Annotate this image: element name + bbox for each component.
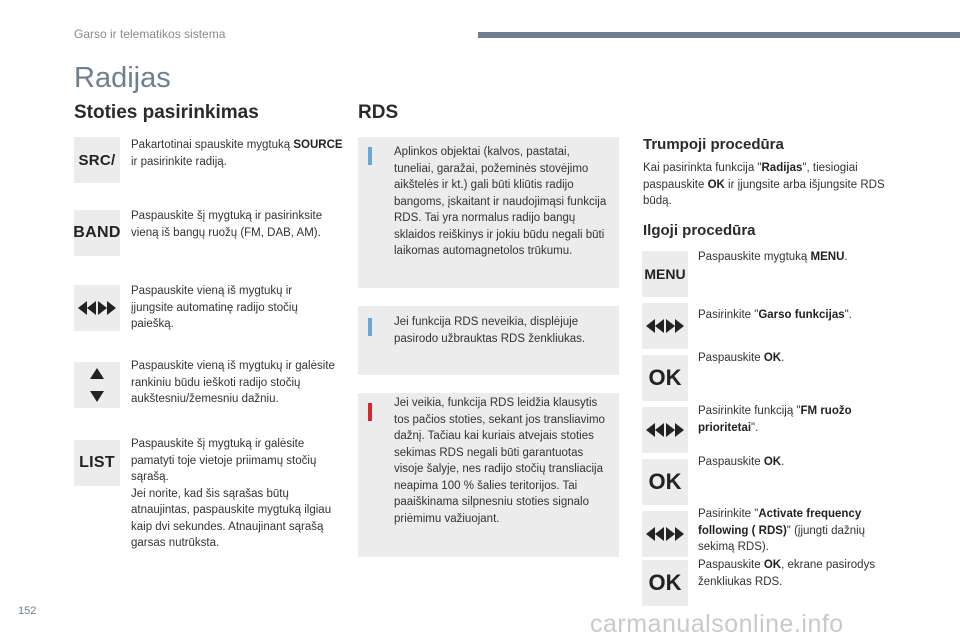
section-heading-station: Stoties pasirinkimas (74, 102, 259, 123)
seek-buttons-icon (74, 285, 120, 331)
step-3-text: Paspauskite OK. (698, 352, 785, 364)
menu-button-icon: MENU (642, 251, 688, 297)
page-number: 152 (18, 605, 37, 617)
step-7-text: Paspauskite OK, ekrane pasirodys ženkliukas RDS. (698, 559, 876, 588)
step-6-text: Pasirinkite "Activate frequency following ( RDS)" (įjungti dažnių sekimą RDS). (698, 508, 866, 553)
ok-button-icon: OK (642, 560, 688, 606)
ok-button-icon: OK (642, 355, 688, 401)
manual-search-instruction: Paspauskite vieną iš mygtukų ir galėsite rankiniu būdu ieškoti radijo stočių aukštesniu/žemesniu dažniu. (131, 360, 335, 405)
page-title: Radijas (74, 62, 171, 94)
short-procedure-heading: Trumpoji procedūra (643, 136, 784, 153)
running-header: Garso ir telematikos sistema (74, 27, 226, 41)
long-procedure-heading: Ilgoji procedūra (643, 222, 756, 239)
step-2-text: Pasirinkite "Garso funkcijas". (698, 309, 852, 321)
step-4-text: Pasirinkite funkciją "FM ruožo prioritetai". (698, 405, 852, 434)
step-5-text: Paspauskite OK. (698, 456, 785, 468)
info-note-obstacles: Aplinkos objektai (kalvos, pastatai, tuneliai, garažai, požeminės stovėjimo aikštelės ir kt.) gali būti kliūtis radijo bangoms, įskaitant ir naudojimąsi funkcija RDS. Tai yra normalus radijo bangų sklaidos reiškinys ir jokiu būdu negali būti laikomas automagnetolos trūkumu. (358, 137, 619, 288)
info-note-rds-crossed: Jei funkcija RDS neveikia, displėjuje pasirodo užbrauktas RDS ženkliukas. (358, 306, 619, 375)
seek-instruction: Paspauskite vieną iš mygtukų ir įjungsite automatinę radijo stočių paiešką. (131, 285, 298, 330)
band-button-icon: BAND (74, 210, 120, 256)
header-bar (478, 32, 960, 38)
section-heading-rds: RDS (358, 102, 399, 123)
info-icon (368, 318, 372, 336)
src-button-icon: SRC/ (74, 137, 120, 183)
step-1-text: Paspauskite mygtuką MENU. (698, 251, 848, 263)
seek-buttons-icon (642, 303, 688, 349)
warning-note-rds-follow: Jei veikia, funkcija RDS leidžia klausytis tos pačios stoties, sekant jos transliavimo dažnį. Tačiau kai kuriais atvejais stoties sekimas RDS negali būti garantuotas visoje šalyje, nes radijo stočių transliacija neapima 100 % šalies teritorijos. Tai paaiškinama silpnesniu stoties signalo priėmimu važiuojant. (358, 393, 619, 557)
ok-button-icon: OK (642, 459, 688, 505)
up-down-buttons-icon (74, 362, 120, 408)
seek-buttons-icon (642, 511, 688, 557)
src-instruction: Pakartotinai spauskite mygtuką SOURCE ir pasirinkite radiją. (131, 139, 343, 168)
info-icon (368, 147, 372, 165)
list-button-icon: LIST (74, 440, 120, 486)
list-instruction: Paspauskite šį mygtuką ir galėsite pamatyti toje vietoje priimamų stočių sąrašą. Jei norite, kad šis sąrašas būtų atnaujintas, paspauskite mygtuką ilgiau kaip dvi sekundes. Atnaujinant sąrašą garsas nutrūksta. (131, 438, 332, 549)
short-procedure-text: Kai pasirinkta funkcija "Radijas", tiesiogiai paspauskite OK ir įjungsite arba išjungsite RDS būdą. (643, 162, 885, 207)
warning-icon (368, 403, 372, 421)
seek-buttons-icon (642, 407, 688, 453)
band-instruction: Paspauskite šį mygtuką ir pasirinksite vieną iš bangų ruožų (FM, DAB, AM). (131, 210, 323, 239)
watermark: carmanualsonline.info (590, 610, 844, 638)
